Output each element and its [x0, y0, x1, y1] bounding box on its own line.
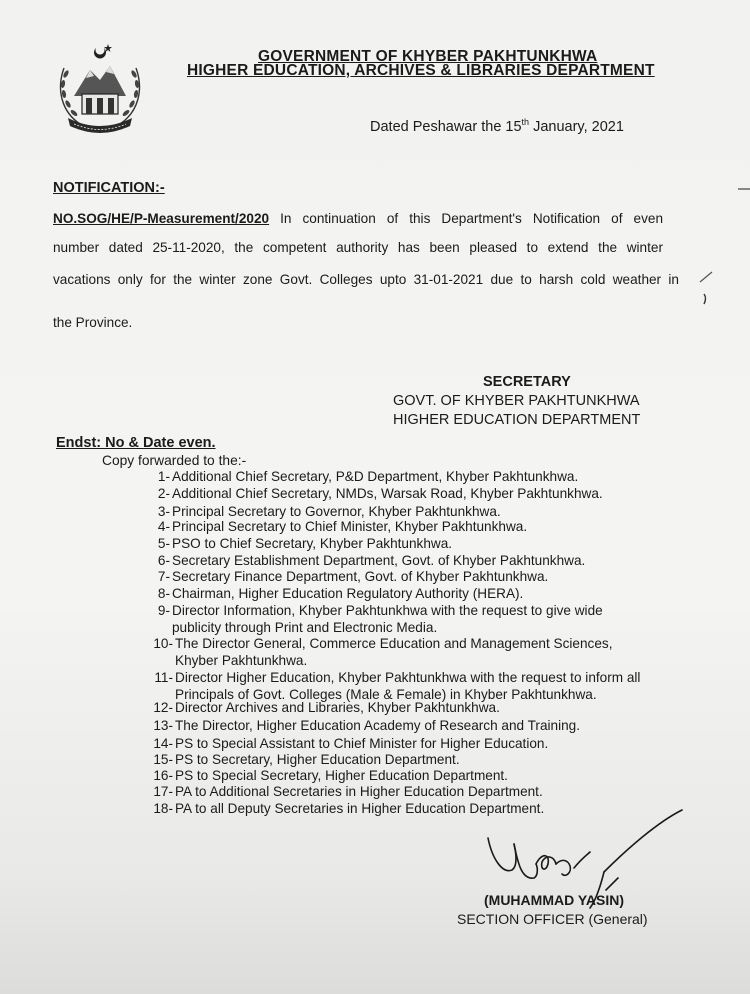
notification-heading: NOTIFICATION:- — [53, 180, 165, 196]
list-item-text: Principals of Govt. Colleges (Male & Female) in Khyber Pakhtunkhwa. — [175, 687, 597, 702]
body-line-1-text: In continuation of this Department's Notification of even — [269, 211, 663, 226]
notification-body-line-2: number dated 25-11-2020, the competent authority has been pleased to extend the winter — [53, 240, 663, 255]
list-item-number: 18- — [153, 801, 173, 816]
list-item-number: 15- — [153, 752, 173, 767]
list-item-text: Additional Chief Secretary, P&D Department, Khyber Pakhtunkhwa. — [172, 469, 579, 484]
list-item-number: 12- — [153, 700, 173, 715]
khyber-pakhtunkhwa-emblem-icon — [46, 38, 154, 138]
list-item-number: 6- — [157, 553, 170, 568]
list-item-text: Khyber Pakhtunkhwa. — [175, 653, 308, 668]
dated-suffix: January, 2021 — [529, 119, 624, 135]
list-item-text: PS to Special Assistant to Chief Minister for Higher Education. — [175, 736, 549, 751]
list-item-number: 8- — [157, 586, 170, 601]
list-item-number: 17- — [153, 784, 173, 799]
notification-body-line-3: vacations only for the winter zone Govt. Colleges upto 31-01-2021 due to harsh cold weather in — [53, 272, 679, 287]
list-item-text: Principal Secretary to Governor, Khyber Pakhtunkhwa. — [172, 504, 501, 519]
list-item-text: Director Information, Khyber Pakhtunkhwa with the request to give wide — [172, 603, 603, 618]
list-item-number: 4- — [157, 519, 170, 534]
list-item-number: 13- — [153, 718, 173, 733]
header-department-title: HIGHER EDUCATION, ARCHIVES & LIBRARIES DEPARTMENT — [187, 62, 655, 79]
edge-mark — [738, 188, 750, 190]
endorsement-heading: Endst: No & Date even. — [56, 435, 216, 451]
list-item-text: PA to Additional Secretaries in Higher Education Department. — [175, 784, 543, 799]
list-item-text: PS to Special Secretary, Higher Education Department. — [175, 768, 508, 783]
list-item-text: Principal Secretary to Chief Minister, Khyber Pakhtunkhwa. — [172, 519, 528, 534]
dated-ordinal: th — [521, 117, 530, 127]
secretary-department: HIGHER EDUCATION DEPARTMENT — [393, 412, 641, 428]
list-item-text: PSO to Chief Secretary, Khyber Pakhtunkhwa. — [172, 536, 453, 551]
secretary-title: SECRETARY — [483, 374, 571, 390]
list-item-number: 10- — [153, 636, 173, 651]
list-item-text: Secretary Finance Department, Govt. of Khyber Pakhtunkhwa. — [172, 569, 549, 584]
pen-tick-mark-icon — [696, 268, 718, 308]
signatory-designation: SECTION OFFICER (General) — [457, 911, 648, 927]
reference-number: NO.SOG/HE/P-Measurement/2020 — [53, 211, 270, 226]
notification-body-line-1 — [53, 211, 663, 226]
list-item-text: Additional Chief Secretary, NMDs, Warsak Road, Khyber Pakhtunkhwa. — [172, 486, 603, 501]
list-item-number: 14- — [153, 736, 173, 751]
signatory-name: (MUHAMMAD YASIN) — [484, 892, 624, 908]
header-government-title: GOVERNMENT OF KHYBER PAKHTUNKHWA — [258, 48, 598, 65]
list-item-number: 5- — [157, 536, 170, 551]
list-item-number: 9- — [157, 603, 170, 618]
list-item-text: Director Higher Education, Khyber Pakhtunkhwa with the request to inform all — [175, 670, 641, 685]
list-item-number: 11- — [154, 670, 173, 685]
list-item-text: Chairman, Higher Education Regulatory Authority (HERA). — [172, 586, 524, 601]
list-item-number: 7- — [157, 569, 170, 584]
dated-prefix: Dated Peshawar the 15 — [370, 119, 522, 135]
list-item-text: Director Archives and Libraries, Khyber Pakhtunkhwa. — [175, 700, 500, 715]
list-item-number: 2- — [157, 486, 170, 501]
list-item-text: PA to all Deputy Secretaries in Higher Education Department. — [175, 801, 545, 816]
list-item-number: 16- — [153, 768, 173, 783]
list-item-text: The Director, Higher Education Academy of Research and Training. — [175, 718, 581, 733]
dated-line — [370, 117, 624, 135]
list-item-text: PS to Secretary, Higher Education Department. — [175, 752, 460, 767]
copy-forwarded-label: Copy forwarded to the:- — [102, 453, 247, 468]
list-item-text: publicity through Print and Electronic Media. — [172, 620, 438, 635]
notification-body-line-4: the Province. — [53, 315, 133, 330]
list-item-text: The Director General, Commerce Education and Management Sciences, — [175, 636, 613, 651]
list-item-number: 3- — [157, 504, 170, 519]
secretary-govt: GOVT. OF KHYBER PAKHTUNKHWA — [393, 393, 640, 409]
list-item-number: 1- — [157, 469, 170, 484]
list-item-text: Secretary Establishment Department, Govt. of Khyber Pakhtunkhwa. — [172, 553, 586, 568]
